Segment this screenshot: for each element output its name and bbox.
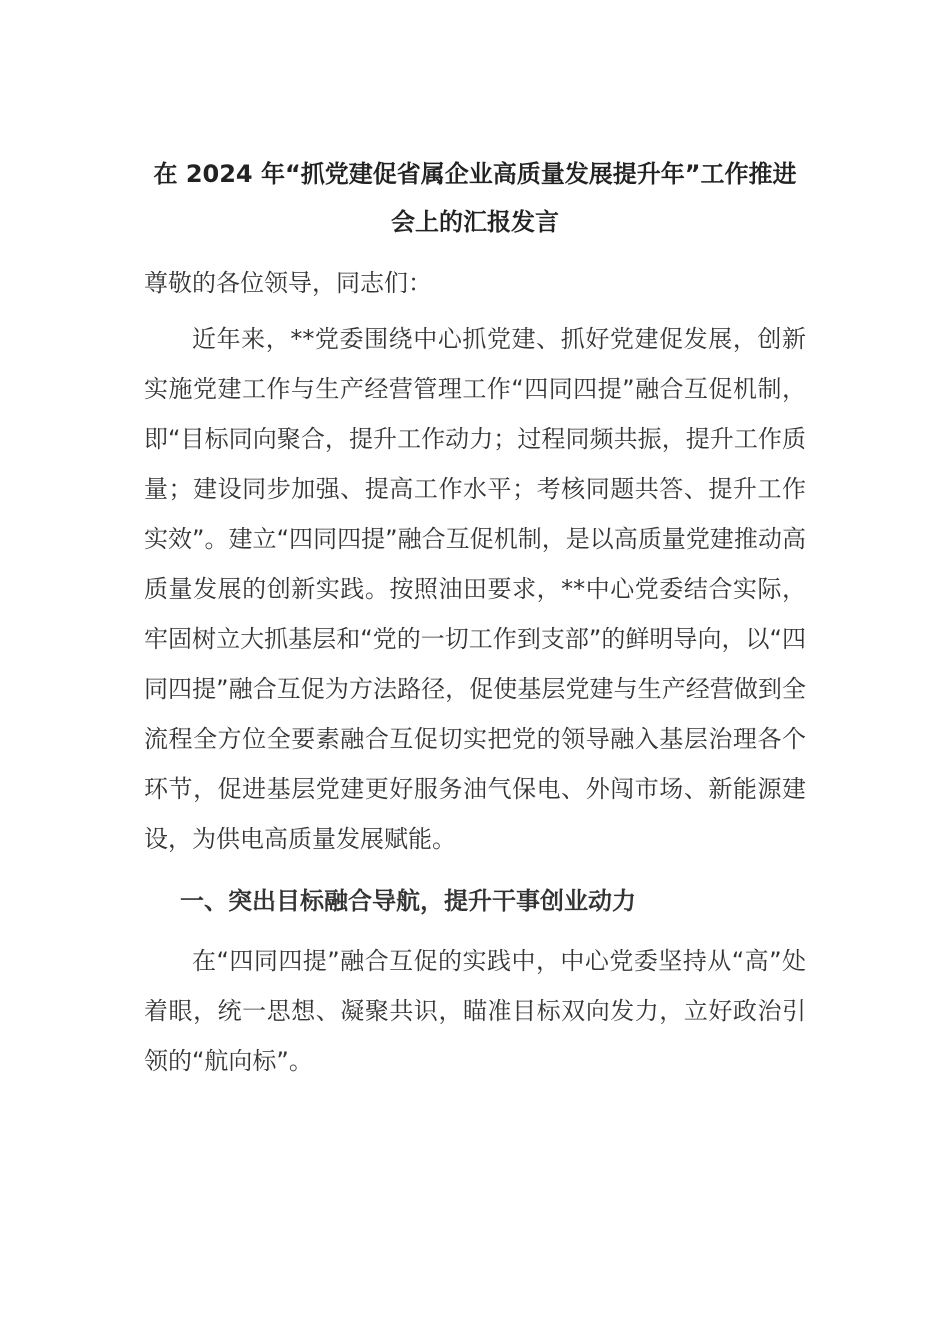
- document-body: [144, 150, 806, 1086]
- section-heading-1: 一、突出目标融合导航，提升干事创业动力: [180, 887, 636, 915]
- document-title: 在 2024 年“抓党建促省属企业高质量发展提升年”工作推进会上的汇报发言: [153, 160, 797, 236]
- paragraph-section-1: 在“四同四提”融合互促的实践中，中心党委坚持从“高”处着眼，统一思想、凝聚共识，瞄准目标双向发力，立好政治引领的“航向标”。: [144, 947, 806, 1075]
- salutation: 尊敬的各位领导，同志们：: [144, 269, 432, 297]
- paragraph-intro: 近年来，**党委围绕中心抓党建、抓好党建促发展，创新实施党建工作与生产经营管理工作“四同四提”融合互促机制，即“目标同向聚合，提升工作动力；过程同频共振，提升工作质量；建设同步加强、提高工作水平；考核同题共答、提升工作实效”。建立“四同四提”融合互促机制，是以高质量党建推动高质量发展的创新实践。按照油田要求，**中心党委结合实际，牢固树立大抓基层和“党的一切工作到支部”的鲜明导向，以“四同四提”融合互促为方法路径，促使基层党建与生产经营做到全流程全方位全要素融合互促切实把党的领导融入基层治理各个环节，促进基层党建更好服务油气保电、外闯市场、新能源建设，为供电高质量发展赋能。: [144, 325, 806, 853]
